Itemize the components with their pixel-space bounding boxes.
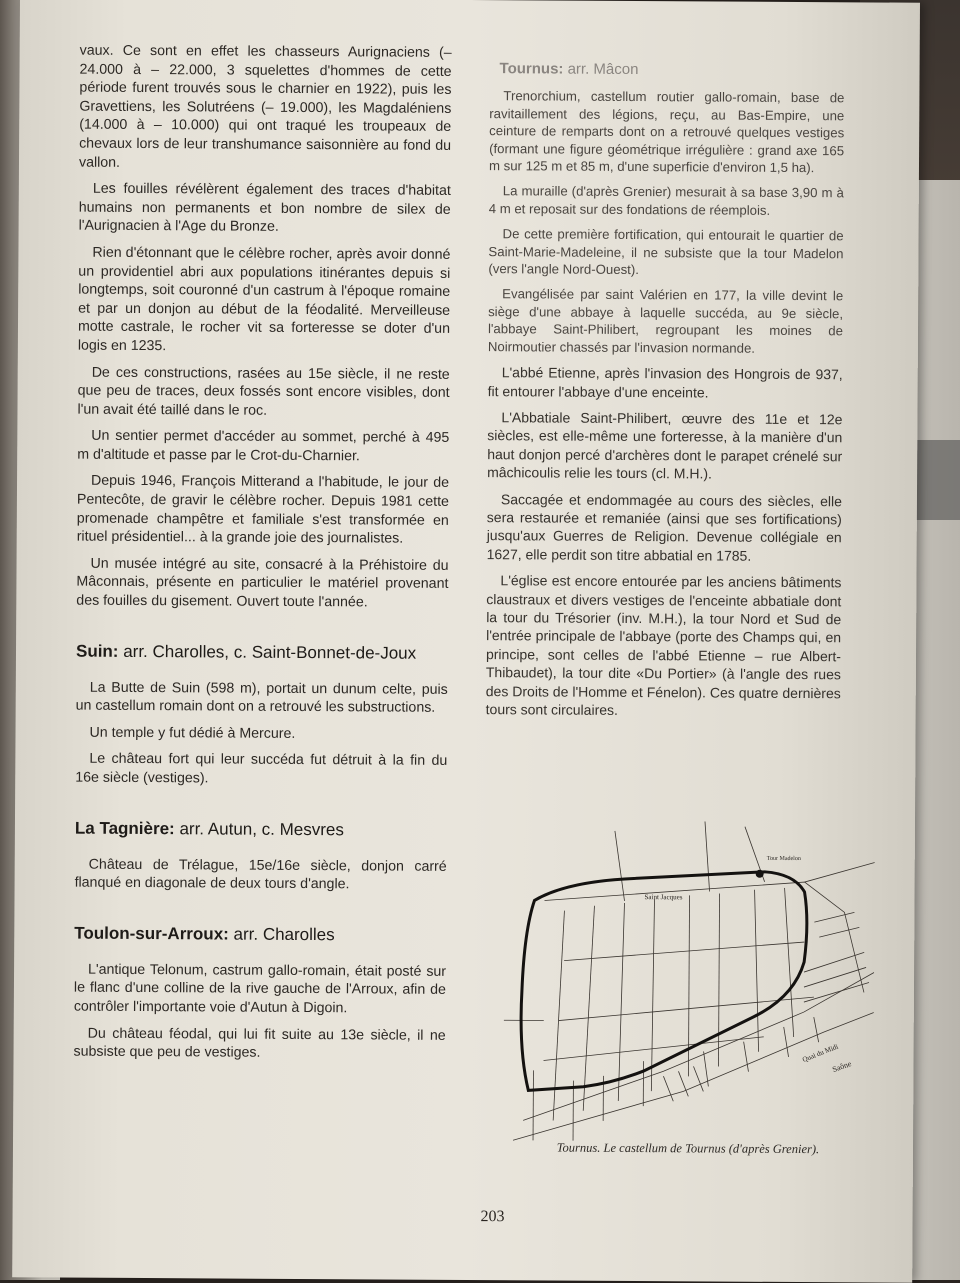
paragraph: L'église est encore entourée par les anciens bâtiments claustraux et divers vestiges de l'enceinte abbatiale dont la tour du Trésorier (inv. M.H.), la tour Nord et Sud de l'entrée principale de l'abbaye (porte des Champs qui, en principe, sont celles de l'abbé Etienne – rue Albert-Thibaudet), la tour dite «Du Portier» (à l'angle des rues des Droits de l'Homme et Fénelon). Ces quatre dernières tours sont circulaires. bbox=[485, 572, 842, 718]
paragraph: vaux. Ce sont en effet les chasseurs Aurignaciens (– 24.000 à – 22.000, 3 squelettes d'hommes de cette période furent trouvés sous le charnier en 1922), puis les Gravettiens, les Solutréens (– 19.000), les Magdaléniens (14.000 à – 10.000) qui ont traqué les troupeaux de chevaux lors de leur transhumance saisonnière au fond du vallon. bbox=[78, 42, 452, 171]
place-name: Tournus: bbox=[499, 60, 564, 78]
paragraph: De cette première fortification, qui entourait le quartier de Saint-Marie-Madeleine, il ne subsiste que la tour Madelon (vers l'angle Nord-Ouest). bbox=[488, 226, 844, 278]
paragraph: La Butte de Suin (598 m), portait un dunum celte, puis un castellum romain dont on a retrouvé les substructions. bbox=[75, 679, 448, 717]
paragraph: Depuis 1946, François Mitterand a l'habitude, le jour de Pentecôte, de gravir le célèbre rocher. Depuis 1981 cette promenade champêtre et familiale s'est transformée en rituel présidentiel... à la grande joie des journalistes. bbox=[76, 473, 450, 547]
place-name: Toulon-sur-Arroux: bbox=[74, 923, 229, 944]
section-heading-la-tagniere bbox=[75, 817, 447, 841]
map-label-quai: Quai du Midi bbox=[801, 1042, 840, 1064]
lower-text-block bbox=[486, 363, 843, 720]
map-caption: Tournus. Le castellum de Tournus (d'après Grenier). bbox=[556, 1140, 820, 1157]
castellum-map bbox=[503, 820, 875, 1152]
paragraph: Saccagée et endommagée au cours des siècles, elle sera restaurée et remaniée (ainsi que ses fortifications) jusqu'aux Guerres de Religion. Devenue collégiale en 1627, elle perdit son titre abbatial en 1785. bbox=[486, 490, 842, 564]
paragraph: Trenorchium, castellum routier gallo-romain, base de ravitaillement des légions, reçu, au Bas-Empire, une ceinture de remparts dont on a retrouvé quelques vestiges (formant une figure géométrique irrégulière : grand axe 165 m sur 125 m et 85 m, d'une superficie d'environ 1,5 ha). bbox=[488, 88, 845, 176]
page-number: 203 bbox=[480, 1208, 505, 1226]
paragraph: Du château féodal, qui lui fit suite au 13e siècle, il ne subsiste que peu de vestiges. bbox=[73, 1025, 446, 1061]
paragraph: Les fouilles révélèrent également des traces d'habitat humains non permanents et bon nombre de silex de l'Aurignacien à l'Age du Bronze. bbox=[78, 180, 451, 236]
paragraph: L'abbé Etienne, après l'invasion des Hongrois de 937, fit entourer l'abbaye d'une enceinte. bbox=[487, 364, 843, 400]
tour-madelon-marker bbox=[756, 870, 764, 878]
paragraph: Le château fort qui leur succéda fut détruit à la fin du 16e siècle (vestiges). bbox=[75, 751, 448, 787]
castellum-plan-drawing bbox=[503, 820, 875, 1152]
paragraph: Un temple y fut dédié à Mercure. bbox=[89, 724, 296, 742]
right-column bbox=[486, 60, 845, 729]
paragraph: L'antique Telonum, castrum gallo-romain, était posté sur le flanc d'une colline de la rive gauche de l'Arroux, afin de contrôler l'importante voie d'Autun à Digoin. bbox=[73, 961, 447, 1017]
paragraph: Rien d'étonnant que le célèbre rocher, après avoir donné un providentiel abri aux populations itinérantes depuis si longtemps, soit couronné d'un castrum à l'époque romaine et par un donjon au début de la féodalité. Merveilleuse motte castrale, le rocher vit sa forteresse se doter d'un logis en 1235. bbox=[77, 244, 451, 355]
place-name: Suin: bbox=[75, 641, 119, 661]
paragraph: La muraille (d'après Grenier) mesurait à sa base 3,90 m à 4 m et reposait sur des fondations de réemplois. bbox=[488, 183, 844, 218]
section-heading-toulon bbox=[74, 922, 446, 946]
map-label-street: Saint Jacques bbox=[644, 893, 683, 902]
book-page bbox=[12, 0, 920, 1283]
paragraph: Un sentier permet d'accéder au sommet, perché à 495 m d'altitude et passe par le Crot-du-Charnier. bbox=[77, 427, 450, 465]
castrum-wall bbox=[521, 870, 808, 1092]
section-heading-tournus bbox=[500, 60, 845, 80]
place-detail: arr. Charolles, c. Saint-Bonnet-de-Joux bbox=[118, 641, 417, 663]
paragraph: Château de Trélague, 15e/16e siècle, donjon carré flanqué en diagonale de deux tours d'angle. bbox=[74, 856, 447, 893]
place-name: La Tagnière: bbox=[74, 818, 175, 838]
place-detail: arr. Charolles bbox=[228, 924, 335, 944]
place-detail: arr. Autun, c. Mesvres bbox=[174, 818, 344, 839]
map-label-river: Saône bbox=[831, 1059, 853, 1075]
map-label-tower: Tour Madelon bbox=[766, 855, 801, 863]
section-heading-suin bbox=[76, 640, 448, 664]
place-detail: arr. Mâcon bbox=[563, 60, 639, 79]
paragraph: De ces constructions, rasées au 15e siècle, il ne reste que peu de traces, deux fossés sont encore visibles, dont l'un avait été taillé dans le roc. bbox=[77, 364, 450, 419]
paragraph: Evangélisée par saint Valérien en 177, la ville devint le siège d'une abbaye à laquelle succéda, au 9e siècle, l'abbaye Saint-Philibert, regroupant les moines de Noirmoutier chassés par l'invasion normande. bbox=[487, 286, 844, 356]
paragraph: Un musée intégré au site, consacré à la Préhistoire du Mâconnais, présente en particulier le matériel provenant des fouilles du gisement. Ouvert toute l'année. bbox=[76, 555, 449, 611]
paragraph: L'Abbatiale Saint-Philibert, œuvre des 11e et 12e siècles, est elle-même une forteresse, à la manière d'un haut donjon percé d'archères dont le parapet crénelé sur mâchicoulis relie les tours (cl. M.H.). bbox=[487, 409, 843, 482]
left-column bbox=[73, 42, 451, 1072]
